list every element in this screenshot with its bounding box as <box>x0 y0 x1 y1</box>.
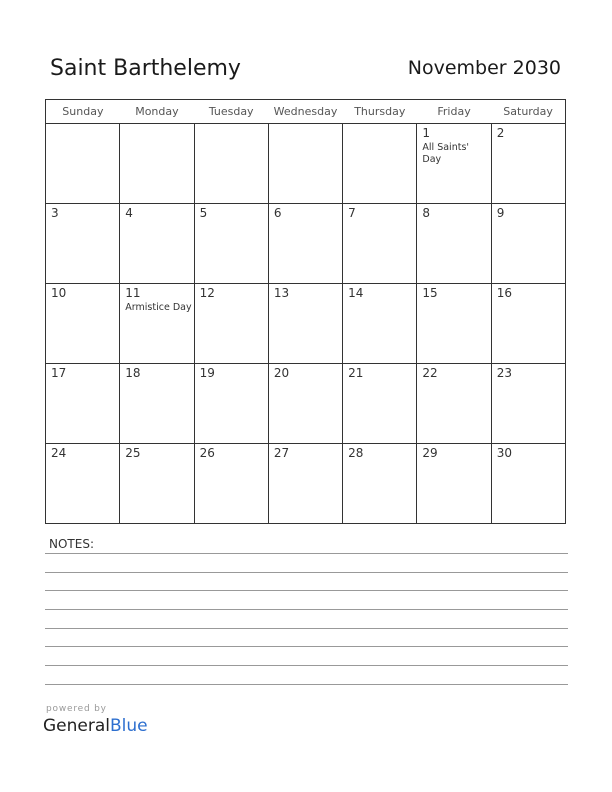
week-row <box>46 204 566 284</box>
brand-general: General <box>43 716 110 736</box>
day-number: 19 <box>199 366 215 380</box>
calendar-grid <box>45 99 566 524</box>
weekday-wednesday: Wednesday <box>268 100 342 124</box>
day-cell <box>120 124 194 204</box>
weekday-header-row <box>46 100 566 124</box>
day-number: 4 <box>125 206 133 220</box>
day-number: 21 <box>348 366 364 380</box>
calendar-title: Saint Barthelemy <box>50 56 241 81</box>
day-number: 7 <box>348 206 356 220</box>
day-number: 27 <box>273 446 290 460</box>
day-cell <box>491 204 565 284</box>
day-cell <box>194 444 268 524</box>
note-line <box>45 572 568 573</box>
brand-blue: Blue <box>110 716 148 736</box>
day-number: 1 <box>422 126 431 140</box>
day-cell <box>417 284 491 364</box>
week-row <box>46 364 566 444</box>
day-cell <box>268 444 342 524</box>
day-number: 14 <box>348 286 364 300</box>
day-cell <box>268 284 342 364</box>
weekday-sunday: Sunday <box>46 100 120 124</box>
day-number: 12 <box>199 286 215 300</box>
day-cell <box>120 444 194 524</box>
day-number: 13 <box>273 286 290 300</box>
weekday-friday: Friday <box>417 100 491 124</box>
day-cell <box>120 204 194 284</box>
day-cell <box>46 284 120 364</box>
day-number: 28 <box>348 446 364 460</box>
day-cell <box>343 444 417 524</box>
day-cell <box>194 364 268 444</box>
day-cell <box>417 124 491 204</box>
note-line <box>45 684 568 685</box>
generalblue-logo <box>43 716 148 736</box>
weekday-thursday: Thursday <box>343 100 417 124</box>
day-number: 25 <box>125 446 141 460</box>
day-number: 5 <box>199 206 208 220</box>
day-number: 15 <box>422 286 438 300</box>
week-row <box>46 124 566 204</box>
day-number: 10 <box>51 286 67 300</box>
weekday-tuesday: Tuesday <box>194 100 268 124</box>
day-cell <box>491 284 565 364</box>
day-number: 29 <box>422 446 438 460</box>
day-cell <box>194 204 268 284</box>
day-cell <box>268 204 342 284</box>
day-number: 26 <box>199 446 215 460</box>
day-cell <box>46 364 120 444</box>
day-cell <box>343 124 417 204</box>
weekday-monday: Monday <box>120 100 194 124</box>
holiday-label: All Saints' Day <box>422 142 470 165</box>
note-line <box>45 590 568 591</box>
day-cell <box>343 284 417 364</box>
day-cell <box>194 284 268 364</box>
day-number: 2 <box>496 126 505 140</box>
month-year-label: November 2030 <box>407 57 561 79</box>
note-line <box>45 646 568 647</box>
holiday-label: Armistice Day <box>125 302 192 313</box>
day-number: 23 <box>496 366 512 380</box>
day-number: 8 <box>422 206 431 220</box>
week-row <box>46 284 566 364</box>
day-cell <box>120 364 194 444</box>
day-number: 17 <box>51 366 67 380</box>
day-cell <box>491 364 565 444</box>
day-cell <box>120 284 194 364</box>
day-number: 22 <box>422 366 438 380</box>
day-cell <box>491 444 565 524</box>
day-cell <box>417 364 491 444</box>
notes-label: NOTES: <box>49 537 94 551</box>
day-number: 3 <box>51 206 59 220</box>
note-line <box>45 609 568 610</box>
day-number: 16 <box>496 286 512 300</box>
day-cell <box>343 204 417 284</box>
day-cell <box>491 124 565 204</box>
day-number: 20 <box>273 366 290 380</box>
day-number: 9 <box>496 206 505 220</box>
day-number: 18 <box>125 366 141 380</box>
day-cell <box>46 204 120 284</box>
day-cell <box>268 124 342 204</box>
day-cell <box>46 124 120 204</box>
day-number: 11 <box>125 286 141 300</box>
day-number: 24 <box>51 446 67 460</box>
powered-by-label: powered by <box>46 704 107 714</box>
day-cell <box>46 444 120 524</box>
day-number: 6 <box>273 206 282 220</box>
day-number: 30 <box>496 446 512 460</box>
weekday-saturday: Saturday <box>491 100 565 124</box>
note-line <box>45 628 568 629</box>
day-cell <box>343 364 417 444</box>
day-cell <box>417 444 491 524</box>
day-cell <box>417 204 491 284</box>
day-cell <box>268 364 342 444</box>
note-line <box>45 665 568 666</box>
day-cell <box>194 124 268 204</box>
note-line <box>45 553 568 554</box>
week-row <box>46 444 566 524</box>
